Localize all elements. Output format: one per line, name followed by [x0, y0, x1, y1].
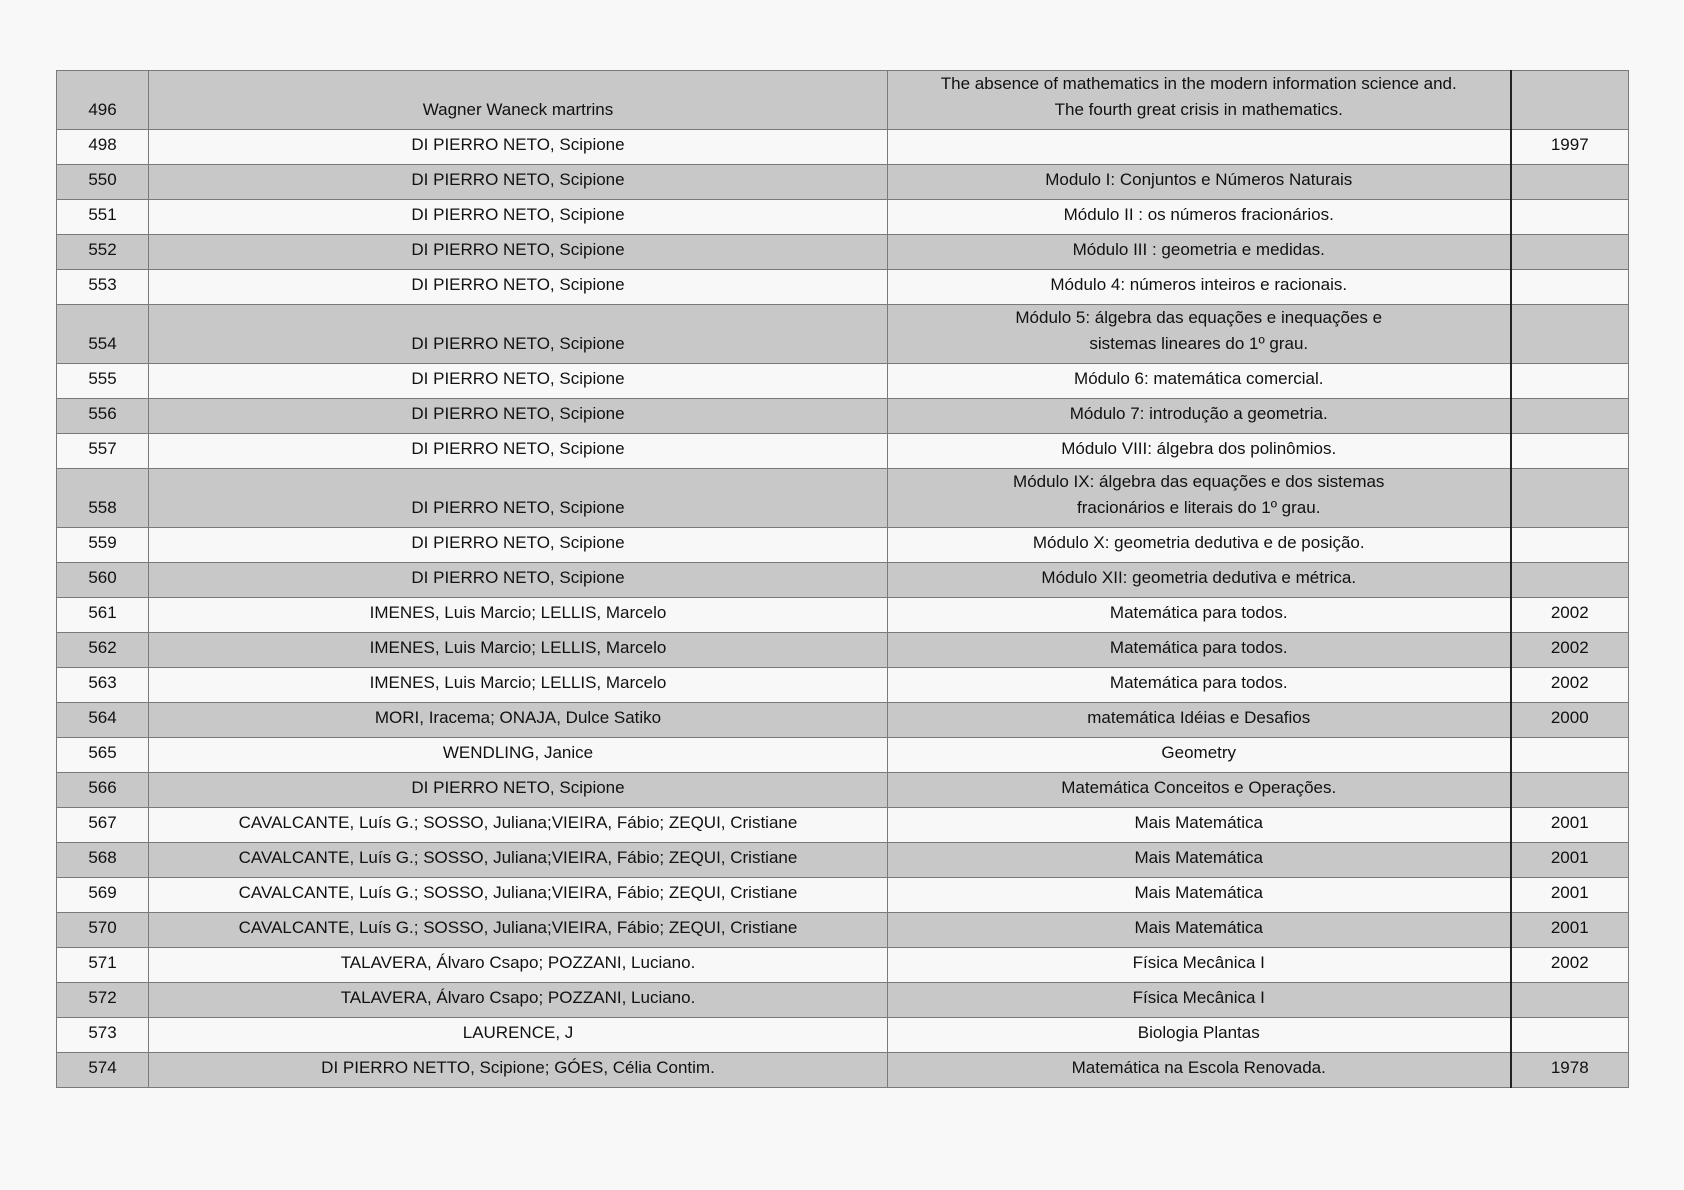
year-cell: 2002 [1511, 668, 1629, 703]
table-row [57, 528, 1629, 563]
table-row [57, 633, 1629, 668]
table-row [57, 165, 1629, 200]
author-cell: WENDLING, Janice [149, 738, 888, 773]
title-cell [888, 948, 1511, 983]
title-cell [888, 983, 1511, 1018]
record-id-cell: 550 [57, 165, 149, 200]
catalog-sheet [56, 70, 1628, 1088]
record-id-cell: 564 [57, 703, 149, 738]
title-line: Módulo VIII: álgebra dos polinômios. [1061, 439, 1337, 458]
title-cell [888, 235, 1511, 270]
year-cell [1511, 165, 1629, 200]
title-line: Módulo 7: introdução a geometria. [1069, 404, 1328, 423]
record-id-cell: 555 [57, 364, 149, 399]
title-line: Módulo 6: matemática comercial. [1074, 369, 1324, 388]
author-cell: DI PIERRO NETO, Scipione [149, 364, 888, 399]
title-cell [888, 71, 1511, 130]
title-line: Biologia Plantas [1137, 1023, 1260, 1042]
author-cell: IMENES, Luis Marcio; LELLIS, Marcelo [149, 598, 888, 633]
title-line: Matemática para todos. [1109, 603, 1288, 622]
title-line: Mais Matemática [1134, 813, 1263, 832]
author-cell: DI PIERRO NETO, Scipione [149, 469, 888, 528]
record-id-cell: 559 [57, 528, 149, 563]
title-cell [888, 843, 1511, 878]
record-id-cell: 569 [57, 878, 149, 913]
title-cell [888, 1018, 1511, 1053]
year-cell [1511, 469, 1629, 528]
table-row [57, 71, 1629, 130]
table-row [57, 948, 1629, 983]
author-cell: DI PIERRO NETO, Scipione [149, 130, 888, 165]
title-line: Módulo II : os números fracionários. [1063, 205, 1334, 224]
title-line: Matemática para todos. [1109, 673, 1288, 692]
author-cell: TALAVERA, Álvaro Csapo; POZZANI, Luciano. [149, 983, 888, 1018]
table-row [57, 305, 1629, 364]
table-row [57, 364, 1629, 399]
year-cell [1511, 563, 1629, 598]
table-row [57, 200, 1629, 235]
table-row [57, 270, 1629, 305]
year-cell [1511, 270, 1629, 305]
table-row [57, 878, 1629, 913]
author-cell: DI PIERRO NETO, Scipione [149, 305, 888, 364]
author-cell: DI PIERRO NETO, Scipione [149, 165, 888, 200]
year-cell [1511, 528, 1629, 563]
author-cell: DI PIERRO NETO, Scipione [149, 563, 888, 598]
title-cell [888, 528, 1511, 563]
title-line: Módulo IX: álgebra das equações e dos sistemas [1013, 472, 1385, 491]
year-cell: 2001 [1511, 808, 1629, 843]
table-row [57, 563, 1629, 598]
title-line: Matemática na Escola Renovada. [1071, 1058, 1326, 1077]
table-row [57, 738, 1629, 773]
title-cell [888, 668, 1511, 703]
title-line: Matemática para todos. [1109, 638, 1288, 657]
title-line: Geometry [1161, 743, 1237, 762]
record-id-cell: 572 [57, 983, 149, 1018]
title-cell [888, 434, 1511, 469]
title-line: Mais Matemática [1134, 883, 1263, 902]
year-cell [1511, 773, 1629, 808]
author-cell: CAVALCANTE, Luís G.; SOSSO, Juliana;VIEIRA, Fábio; ZEQUI, Cristiane [149, 808, 888, 843]
record-id-cell: 556 [57, 399, 149, 434]
title-cell [888, 598, 1511, 633]
title-line: matemática Idéias e Desafios [1087, 708, 1311, 727]
title-cell [888, 703, 1511, 738]
record-id-cell: 565 [57, 738, 149, 773]
author-cell: DI PIERRO NETO, Scipione [149, 270, 888, 305]
title-cell [888, 165, 1511, 200]
author-cell: DI PIERRO NETTO, Scipione; GÓES, Célia Contim. [149, 1053, 888, 1088]
author-cell: DI PIERRO NETO, Scipione [149, 235, 888, 270]
year-cell: 2001 [1511, 843, 1629, 878]
title-line: Módulo X: geometria dedutiva e de posição. [1032, 533, 1365, 552]
record-id-cell: 563 [57, 668, 149, 703]
author-cell: DI PIERRO NETO, Scipione [149, 200, 888, 235]
year-cell [1511, 738, 1629, 773]
author-cell: IMENES, Luis Marcio; LELLIS, Marcelo [149, 633, 888, 668]
author-cell: CAVALCANTE, Luís G.; SOSSO, Juliana;VIEIRA, Fábio; ZEQUI, Cristiane [149, 913, 888, 948]
year-cell: 2002 [1511, 598, 1629, 633]
author-cell: DI PIERRO NETO, Scipione [149, 434, 888, 469]
record-id-cell: 554 [57, 305, 149, 364]
title-line: Física Mecânica I [1132, 988, 1265, 1007]
title-line: Mais Matemática [1134, 848, 1263, 867]
title-cell [888, 913, 1511, 948]
record-id-cell: 496 [57, 71, 149, 130]
author-cell: DI PIERRO NETO, Scipione [149, 399, 888, 434]
year-cell [1511, 399, 1629, 434]
catalog-table [56, 70, 1629, 1088]
year-cell: 2002 [1511, 633, 1629, 668]
table-row [57, 1018, 1629, 1053]
author-cell: Wagner Waneck martrins [149, 71, 888, 130]
record-id-cell: 557 [57, 434, 149, 469]
year-cell: 1978 [1511, 1053, 1629, 1088]
title-line: Módulo XII: geometria dedutiva e métrica. [1041, 568, 1357, 587]
table-row [57, 773, 1629, 808]
author-cell: TALAVERA, Álvaro Csapo; POZZANI, Luciano. [149, 948, 888, 983]
record-id-cell: 571 [57, 948, 149, 983]
title-line: Módulo 4: números inteiros e racionais. [1050, 275, 1348, 294]
title-line: Mais Matemática [1134, 918, 1263, 937]
table-row [57, 130, 1629, 165]
table-row [57, 235, 1629, 270]
record-id-cell: 574 [57, 1053, 149, 1088]
year-cell [1511, 71, 1629, 130]
author-cell: MORI, Iracema; ONAJA, Dulce Satiko [149, 703, 888, 738]
title-line: fracionários e literais do 1º grau. [1077, 498, 1321, 517]
year-cell: 2001 [1511, 878, 1629, 913]
title-cell [888, 270, 1511, 305]
title-line: Módulo III : geometria e medidas. [1072, 240, 1325, 259]
title-cell [888, 738, 1511, 773]
year-cell [1511, 305, 1629, 364]
record-id-cell: 560 [57, 563, 149, 598]
year-cell: 2001 [1511, 913, 1629, 948]
author-cell: LAURENCE, J [149, 1018, 888, 1053]
author-cell: CAVALCANTE, Luís G.; SOSSO, Juliana;VIEIRA, Fábio; ZEQUI, Cristiane [149, 878, 888, 913]
table-row [57, 469, 1629, 528]
title-cell [888, 200, 1511, 235]
table-row [57, 668, 1629, 703]
author-cell: DI PIERRO NETO, Scipione [149, 773, 888, 808]
year-cell [1511, 983, 1629, 1018]
table-row [57, 843, 1629, 878]
year-cell: 1997 [1511, 130, 1629, 165]
author-cell: DI PIERRO NETO, Scipione [149, 528, 888, 563]
catalog-table-body [57, 71, 1629, 1088]
table-row [57, 1053, 1629, 1088]
record-id-cell: 562 [57, 633, 149, 668]
record-id-cell: 553 [57, 270, 149, 305]
record-id-cell: 552 [57, 235, 149, 270]
year-cell [1511, 434, 1629, 469]
year-cell [1511, 200, 1629, 235]
title-line: The absence of mathematics in the modern information science and. [940, 74, 1457, 93]
title-line: The fourth great crisis in mathematics. [1054, 100, 1343, 119]
table-row [57, 808, 1629, 843]
table-row [57, 399, 1629, 434]
title-line: sistemas lineares do 1º grau. [1089, 334, 1309, 353]
title-cell [888, 633, 1511, 668]
title-line: Módulo 5: álgebra das equações e inequações e [1015, 308, 1383, 327]
author-cell: IMENES, Luis Marcio; LELLIS, Marcelo [149, 668, 888, 703]
record-id-cell: 573 [57, 1018, 149, 1053]
record-id-cell: 567 [57, 808, 149, 843]
year-cell [1511, 235, 1629, 270]
title-cell [888, 305, 1511, 364]
table-row [57, 434, 1629, 469]
title-line: Matemática Conceitos e Operações. [1061, 778, 1337, 797]
year-cell [1511, 1018, 1629, 1053]
title-cell [888, 130, 1511, 165]
title-cell [888, 878, 1511, 913]
title-line: Física Mecânica I [1132, 953, 1265, 972]
table-row [57, 983, 1629, 1018]
title-cell [888, 1053, 1511, 1088]
record-id-cell: 558 [57, 469, 149, 528]
table-row [57, 598, 1629, 633]
title-cell [888, 469, 1511, 528]
record-id-cell: 570 [57, 913, 149, 948]
year-cell [1511, 364, 1629, 399]
table-row [57, 913, 1629, 948]
title-cell [888, 399, 1511, 434]
record-id-cell: 551 [57, 200, 149, 235]
record-id-cell: 498 [57, 130, 149, 165]
title-cell [888, 773, 1511, 808]
year-cell: 2002 [1511, 948, 1629, 983]
table-row [57, 703, 1629, 738]
title-cell [888, 808, 1511, 843]
record-id-cell: 561 [57, 598, 149, 633]
record-id-cell: 568 [57, 843, 149, 878]
title-cell [888, 563, 1511, 598]
author-cell: CAVALCANTE, Luís G.; SOSSO, Juliana;VIEIRA, Fábio; ZEQUI, Cristiane [149, 843, 888, 878]
year-cell: 2000 [1511, 703, 1629, 738]
title-cell [888, 364, 1511, 399]
title-line: Modulo I: Conjuntos e Números Naturais [1045, 170, 1353, 189]
record-id-cell: 566 [57, 773, 149, 808]
